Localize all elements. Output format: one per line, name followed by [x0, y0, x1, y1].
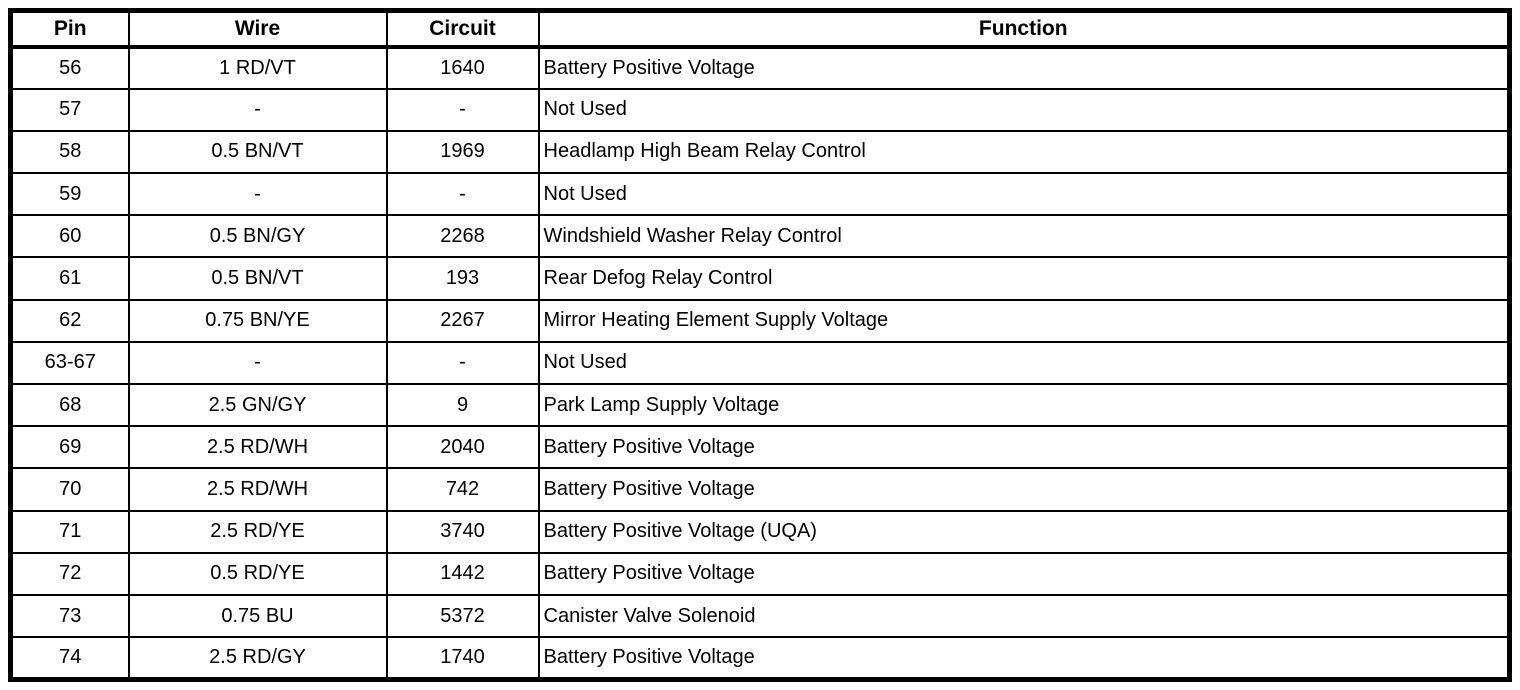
- column-header-circuit: Circuit: [387, 11, 539, 47]
- function-cell: Rear Defog Relay Control: [539, 257, 1510, 299]
- circuit-cell: 5372: [387, 595, 539, 637]
- pin-cell: 56: [11, 47, 129, 89]
- wire-cell: -: [129, 89, 387, 131]
- circuit-cell: 1740: [387, 637, 539, 679]
- circuit-cell: 9: [387, 384, 539, 426]
- pin-cell: 71: [11, 511, 129, 553]
- table-row: [11, 468, 1510, 510]
- pin-cell: 68: [11, 384, 129, 426]
- table-row: [11, 131, 1510, 173]
- pin-cell: 58: [11, 131, 129, 173]
- table-row: [11, 173, 1510, 215]
- pin-cell: 73: [11, 595, 129, 637]
- circuit-cell: 1640: [387, 47, 539, 89]
- circuit-cell: 3740: [387, 511, 539, 553]
- table-row: [11, 426, 1510, 468]
- function-cell: Headlamp High Beam Relay Control: [539, 131, 1510, 173]
- function-cell: Battery Positive Voltage: [539, 553, 1510, 595]
- function-cell: Not Used: [539, 89, 1510, 131]
- pin-cell: 61: [11, 257, 129, 299]
- circuit-cell: -: [387, 89, 539, 131]
- function-cell: Battery Positive Voltage: [539, 426, 1510, 468]
- pin-cell: 59: [11, 173, 129, 215]
- table-row: [11, 595, 1510, 637]
- function-cell: Not Used: [539, 342, 1510, 384]
- function-cell: Mirror Heating Element Supply Voltage: [539, 300, 1510, 342]
- table-row: [11, 215, 1510, 257]
- wire-cell: -: [129, 342, 387, 384]
- wire-cell: 0.5 BN/VT: [129, 131, 387, 173]
- pin-cell: 63-67: [11, 342, 129, 384]
- circuit-cell: 2040: [387, 426, 539, 468]
- wire-cell: 2.5 RD/WH: [129, 426, 387, 468]
- wire-cell: 2.5 GN/GY: [129, 384, 387, 426]
- function-cell: Not Used: [539, 173, 1510, 215]
- circuit-cell: 1442: [387, 553, 539, 595]
- function-cell: Battery Positive Voltage: [539, 468, 1510, 510]
- circuit-cell: -: [387, 173, 539, 215]
- wire-cell: -: [129, 173, 387, 215]
- table-row: [11, 47, 1510, 89]
- pin-cell: 60: [11, 215, 129, 257]
- table-row: [11, 384, 1510, 426]
- circuit-cell: 1969: [387, 131, 539, 173]
- wire-cell: 2.5 RD/YE: [129, 511, 387, 553]
- column-header-function: Function: [539, 11, 1510, 47]
- function-cell: Park Lamp Supply Voltage: [539, 384, 1510, 426]
- wire-cell: 0.5 BN/VT: [129, 257, 387, 299]
- header-row: [11, 11, 1510, 47]
- circuit-cell: 2267: [387, 300, 539, 342]
- table-row: [11, 553, 1510, 595]
- wire-cell: 0.5 RD/YE: [129, 553, 387, 595]
- pin-cell: 74: [11, 637, 129, 679]
- table-row: [11, 89, 1510, 131]
- wire-cell: 0.75 BN/YE: [129, 300, 387, 342]
- table-row: [11, 257, 1510, 299]
- pin-cell: 57: [11, 89, 129, 131]
- pin-cell: 72: [11, 553, 129, 595]
- table-row: [11, 300, 1510, 342]
- pin-cell: 70: [11, 468, 129, 510]
- column-header-pin: Pin: [11, 11, 129, 47]
- wire-cell: 2.5 RD/GY: [129, 637, 387, 679]
- table-row: [11, 637, 1510, 679]
- function-cell: Battery Positive Voltage (UQA): [539, 511, 1510, 553]
- pin-cell: 69: [11, 426, 129, 468]
- circuit-cell: 742: [387, 468, 539, 510]
- circuit-cell: -: [387, 342, 539, 384]
- wire-cell: 0.5 BN/GY: [129, 215, 387, 257]
- wire-cell: 1 RD/VT: [129, 47, 387, 89]
- table-row: [11, 511, 1510, 553]
- pin-cell: 62: [11, 300, 129, 342]
- function-cell: Windshield Washer Relay Control: [539, 215, 1510, 257]
- function-cell: Canister Valve Solenoid: [539, 595, 1510, 637]
- wire-cell: 0.75 BU: [129, 595, 387, 637]
- column-header-wire: Wire: [129, 11, 387, 47]
- table-row: [11, 342, 1510, 384]
- connector-pinout-table: [8, 8, 1512, 682]
- function-cell: Battery Positive Voltage: [539, 637, 1510, 679]
- wire-cell: 2.5 RD/WH: [129, 468, 387, 510]
- function-cell: Battery Positive Voltage: [539, 47, 1510, 89]
- circuit-cell: 2268: [387, 215, 539, 257]
- circuit-cell: 193: [387, 257, 539, 299]
